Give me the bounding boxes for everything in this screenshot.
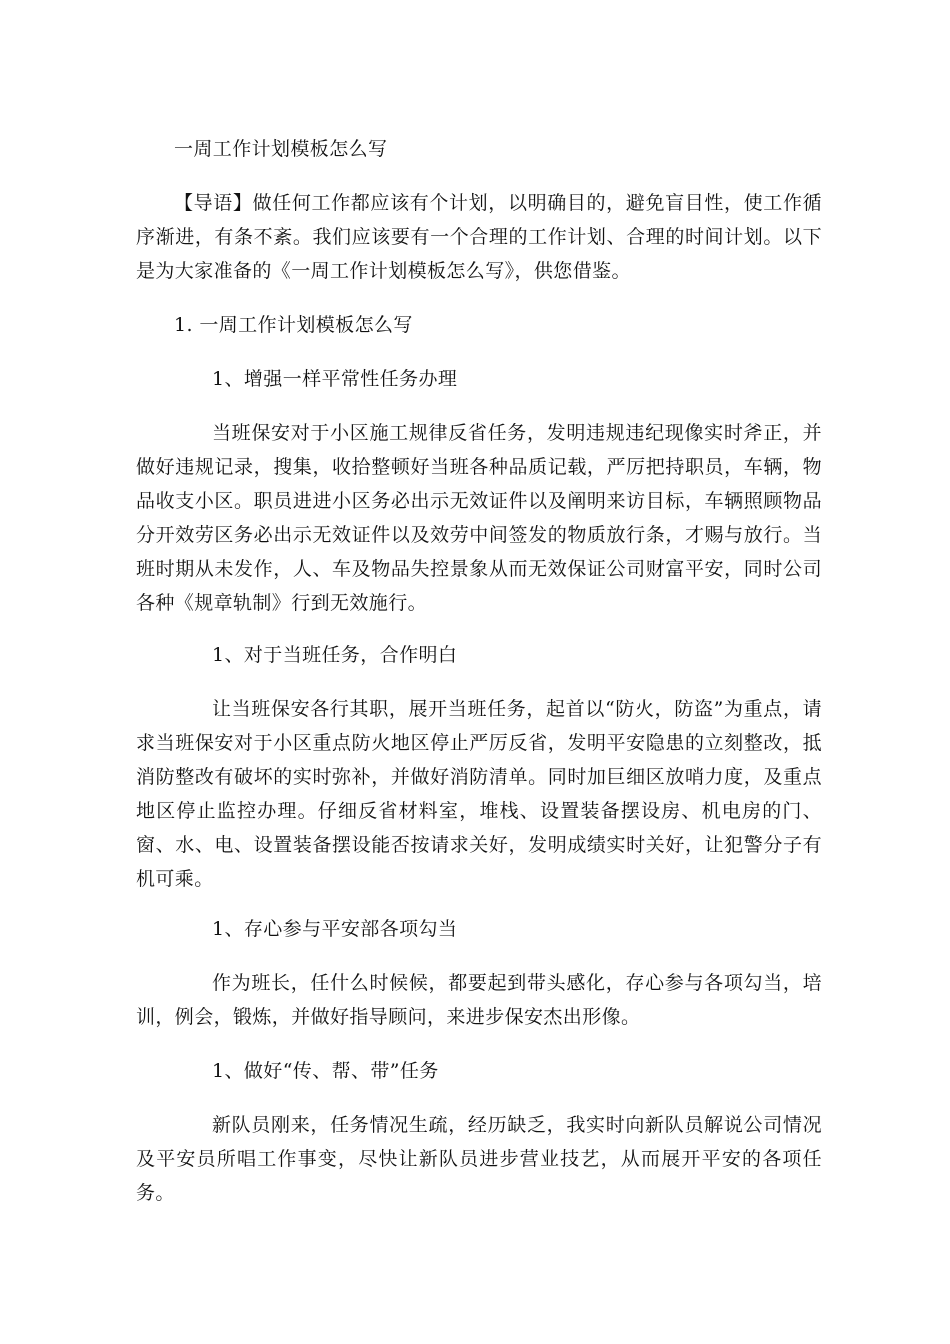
item-heading: 1、增强一样平常性任务办理 [212,368,458,390]
item-body: 让当班保安各行其职，展开当班任务，起首以“防火，防盗”为重点，请求当班保安对于小区重点防火地区停止严厉反省，发明平安隐患的立刻整改，抵消防整改有破坏的实时弥补，并做好消防清单。同时加巨细区放哨力度，及重点地区停止监控办理。仔细反省材料室，堆栈、设置装备摆设房、机电房的门、窗、水、电、设置装备摆设能否按请求关好，发明成绩实时关好，让犯警分子有机可乘。 [136,698,822,890]
item-heading: 1、存心参与平安部各项勾当 [212,918,458,940]
intro-paragraph: 【导语】做任何工作都应该有个计划，以明确目的，避免盲目性，使工作循序渐进，有条不紊。我们应该要有一个合理的工作计划、合理的时间计划。以下是为大家准备的《一周工作计划模板怎么写》，供您借鉴。 [136,192,822,282]
item-body: 新队员刚来，任务情况生疏，经历缺乏，我实时向新队员解说公司情况及平安员所唱工作事变，尽快让新队员进步营业技艺，从而展开平安的各项任务。 [136,1114,822,1204]
section-heading: 1. 一周工作计划模板怎么写 [174,314,413,336]
document-title: 一周工作计划模板怎么写 [174,138,388,160]
item-heading: 1、对于当班任务，合作明白 [212,644,458,666]
item-heading: 1、做好“传、帮、带”任务 [212,1060,439,1082]
item-body: 作为班长，任什么时候候，都要起到带头感化，存心参与各项勾当，培训，例会，锻炼，并做好指导顾问，来进步保安杰出形像。 [136,972,822,1028]
item-body: 当班保安对于小区施工规律反省任务，发明违规违纪现像实时斧正，并做好违规记录，搜集，收拾整顿好当班各种品质记载，严厉把持职员，车辆，物品收支小区。职员进进小区务必出示无效证件以及阐明来访目标，车辆照顾物品分开效劳区务必出示无效证件以及效劳中间签发的物质放行条，才赐与放行。当班时期从未发作，人、车及物品失控景象从而无效保证公司财富平安，同时公司各种《规章轨制》行到无效施行。 [136,422,822,614]
